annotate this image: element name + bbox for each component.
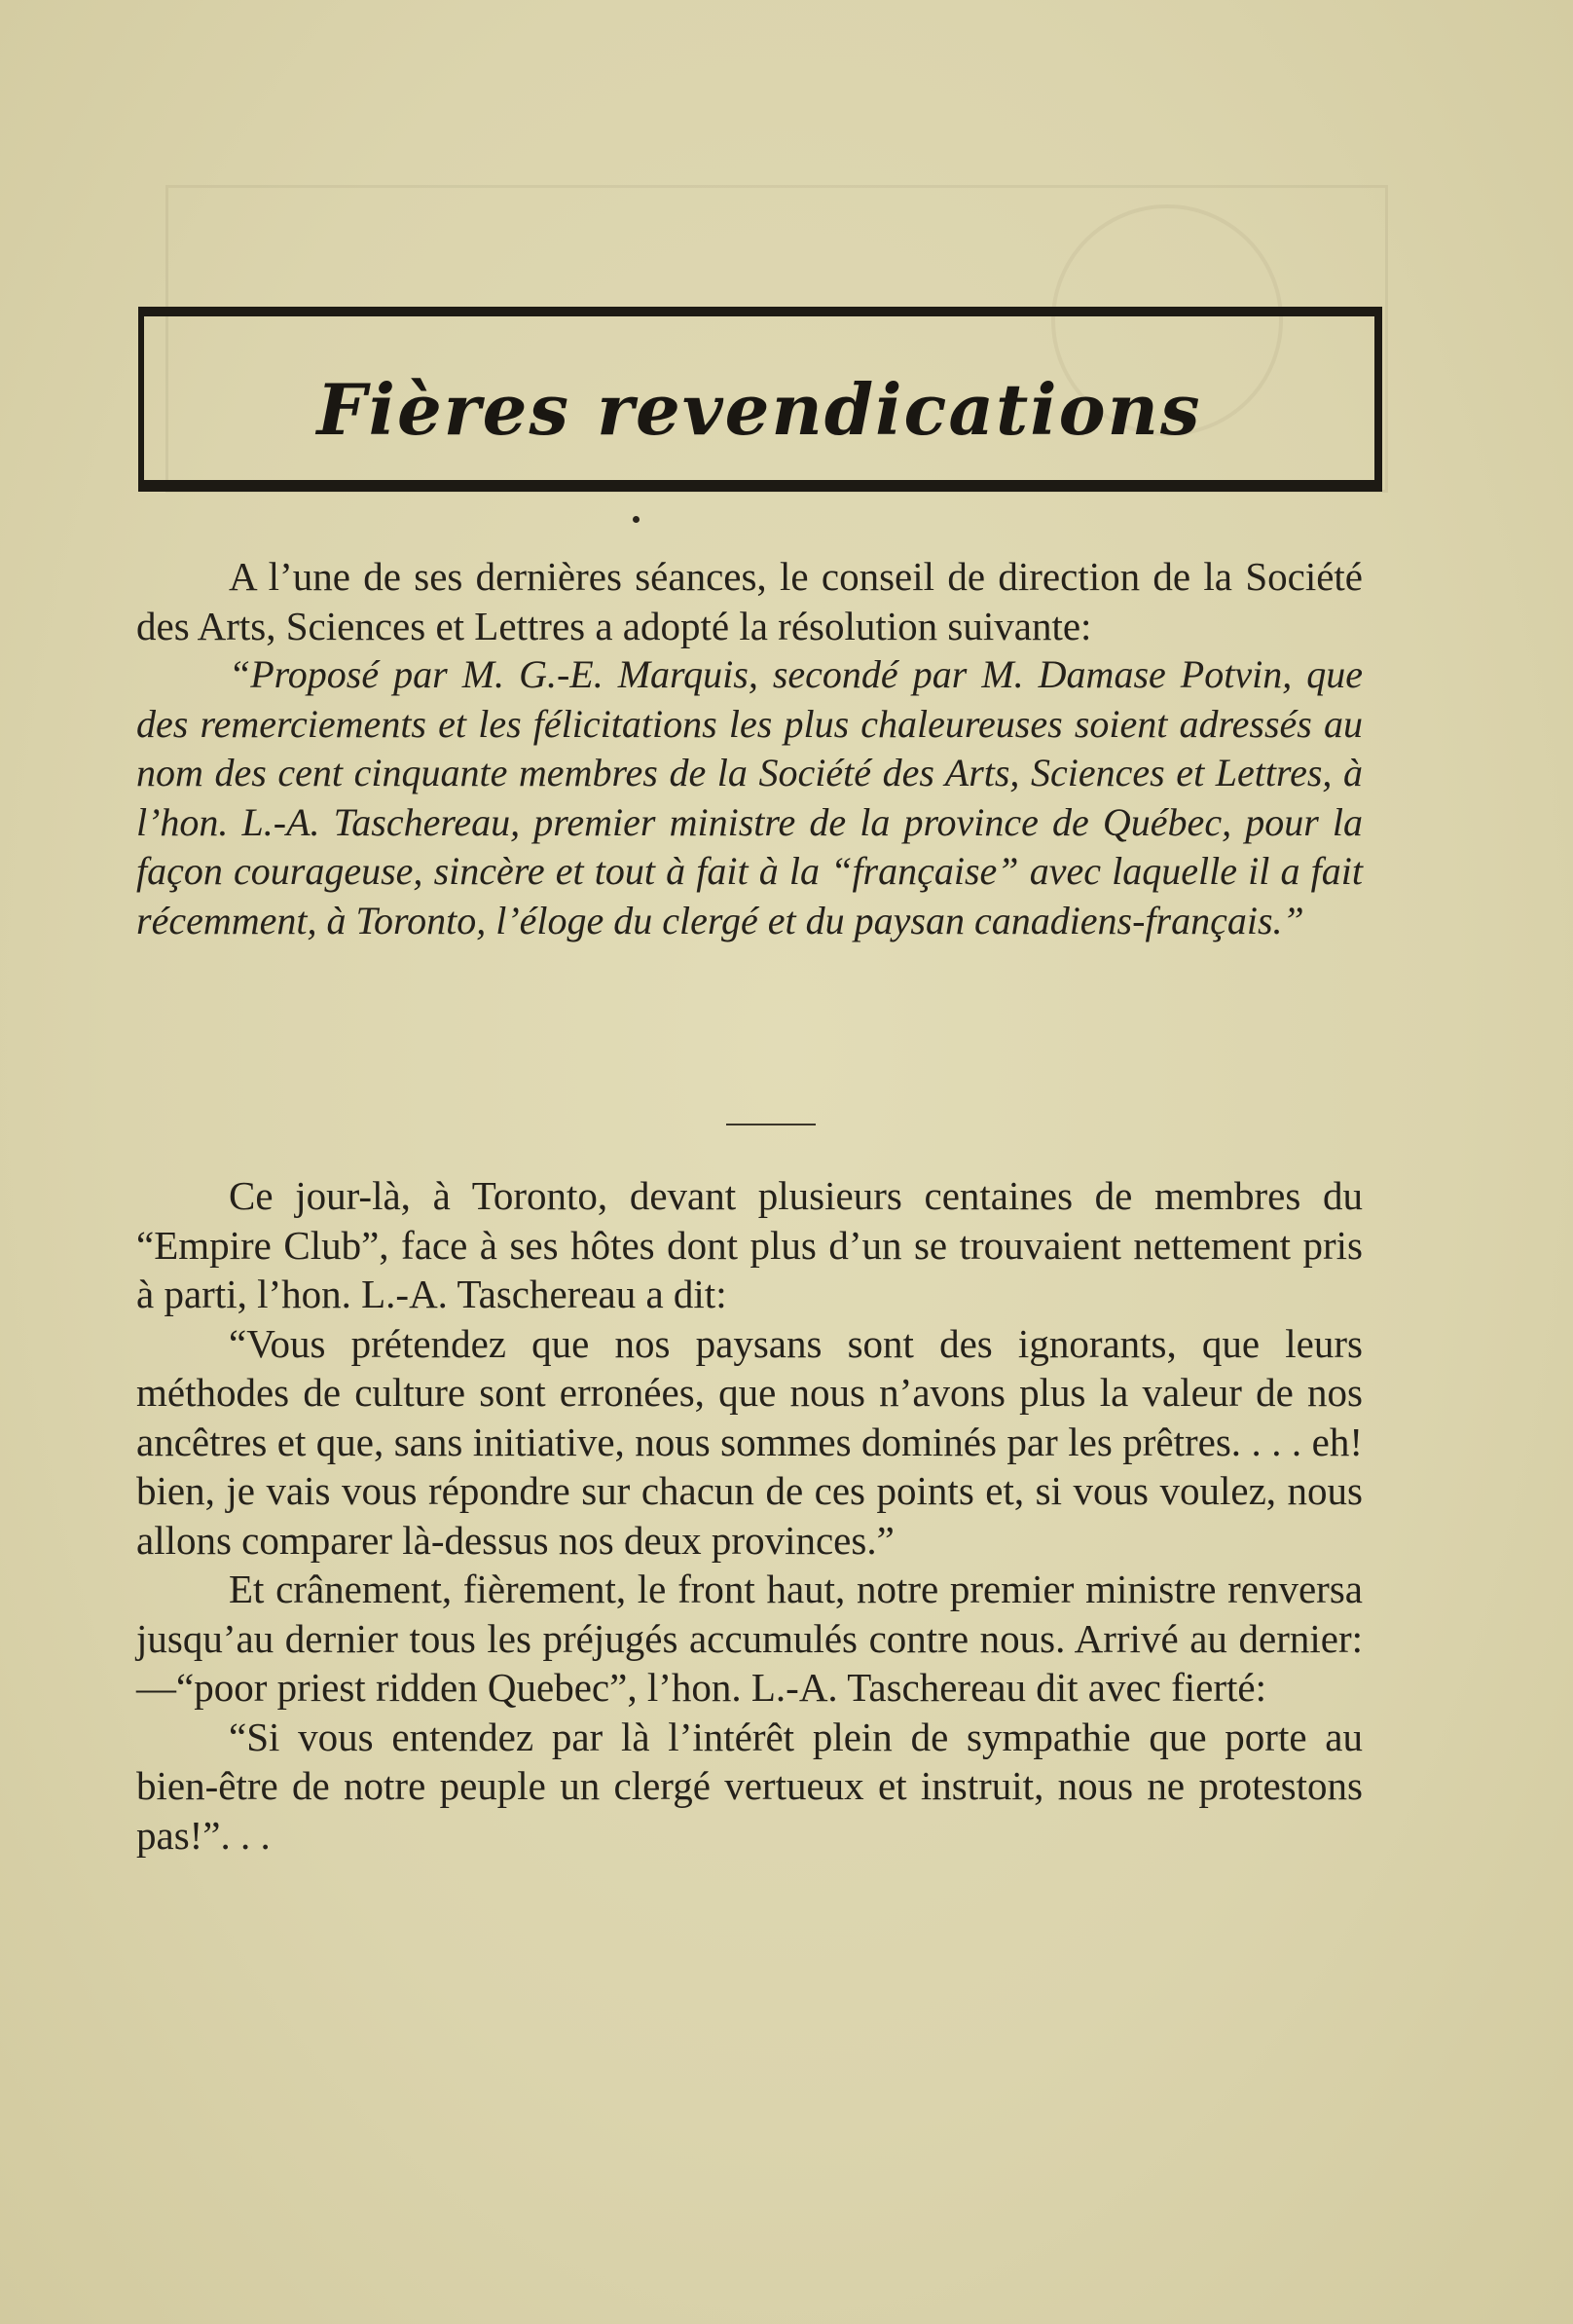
resolution-paragraph: “Proposé par M. G.-E. Marquis, secondé par M. Damase Potvin, que des remerciements et les félicitations les plus chaleureuses soient adressés au nom des cent cinquante membres de la Société des Arts, Sciences et Lettres, à l’hon. L.-A. Taschereau, premier ministre de la province de Québec, pour la façon courageuse, sincère et tout à fait à la “française” avec laquelle il a fait récemment, à Toronto, l’éloge du clergé et du paysan canadiens-français.” [136,652,1363,942]
narrative-paragraph: Et crânement, fièrement, le front haut, notre premier ministre renversa jusqu’au dernier tous les préjugés accumulés contre nous. Arrivé au dernier:—“poor priest ridden Quebec”, l’hon. L.-A. Taschereau dit avec fierté: [136,1567,1363,1710]
closing-quote-paragraph: “Si vous entendez par là l’intérêt plein de sympathie que porte au bien-être de notre peuple un clergé vertueux et instruit, nous ne protestons pas!”. . . [136,1714,1363,1858]
section-divider [726,1124,816,1125]
speech-section [136,1171,1363,1860]
page-title: Fières revendications [316,368,1202,451]
resolution-section [136,552,1363,945]
intro-paragraph: A l’une de ses dernières séances, le conseil de direction de la Société des Arts, Sciences et Lettres a adopté la résolution suivante: [136,554,1363,648]
quote-paragraph: “Vous prétendez que nos paysans sont des ignorants, que leurs méthodes de culture sont erronées, que nous n’avons plus la valeur de nos ancêtres et que, sans initiative, nous sommes dominés par les prêtres. . . . eh! bien, je vais vous répondre sur chacun de ces points et, si vous voulez, nous allons comparer là-dessus nos deux provinces.” [136,1320,1363,1563]
context-paragraph: Ce jour-là, à Toronto, devant plusieurs centaines de membres du “Empire Club”, face à ses hôtes dont plus d’un se trouvaient nettement pris à parti, l’hon. L.-A. Taschereau a dit: [136,1173,1363,1316]
ornament-dot [633,516,640,523]
title-frame [138,307,1382,492]
